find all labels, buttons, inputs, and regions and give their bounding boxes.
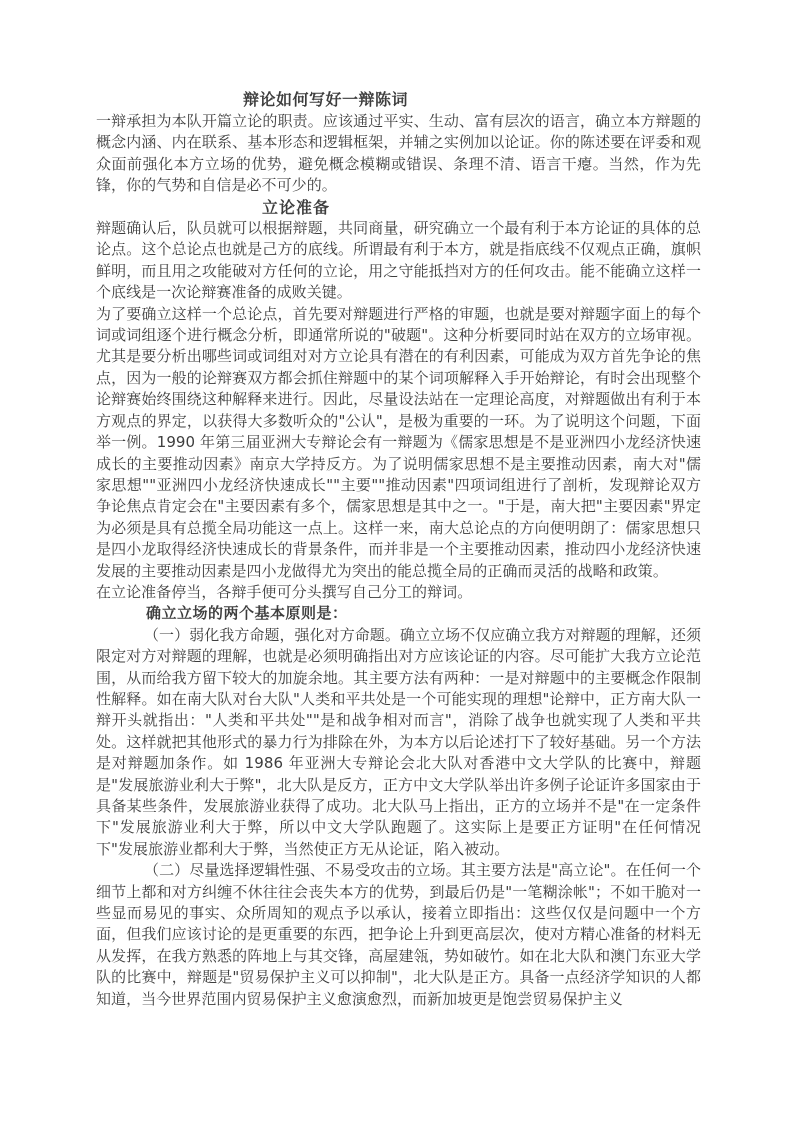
paragraph-intro: 一辩承担为本队开篇立论的职责。应该通过平实、生动、富有层次的语言，确立本方辩题的概念内涵、内在联系、基本形态和逻辑框架，并辅之实例加以论证。你的陈述要在评委和观众面前强化本方立场的优势，避免概念模糊或错误、条理不清、语言干瘪。当然，作为先锋，你的气势和自信是必不可少的。 xyxy=(96,112,701,195)
document-title: 辩论如何写好一辩陈词 xyxy=(243,90,409,109)
paragraph-principle-two: （二）尽量选择逻辑性强、不易受攻击的立场。其主要方法是"高立论"。在任何一个细节上都和对方纠缠不休往往会丧失本方的优势，到最后仍是"一笔糊涂帐"；不如干脆对一些显而易见的事实、众所周知的观点予以承认，接着立即指出：这些仅仅是问题中一个方面，但我们应该讨论的是更重要的东西，把争论上升到更高层次，使对方精心准备的材料无从发挥，在我方熟悉的阵地上与其交锋，高屋建瓴，势如破竹。如在北大队和澳门东亚大学队的比赛中，辩题是"贸易保护主义可以抑制"，北大队是正方。具备一点经济学知识的人都知道，当今世界范围内贸易保护主义愈演愈烈，而新加坡更是饱尝贸易保护主义 xyxy=(96,861,701,1008)
principles-heading: 确立立场的两个基本原则是： xyxy=(146,604,348,623)
paragraph-principle-one: （一）弱化我方命题，强化对方命题。确立立场不仅应确立我方对辩题的理解，还须限定对方对辩题的理解，也就是必须明确指出对方应该论证的内容。尽可能扩大我方立论范围，从而给我方留下较大的加旋余地。其主要方法有两种：一是对辩题中的主要概念作限制性解释。如在南大队对台大队"人类和平共处是一个可能实现的理想"论辩中，正方南大队一辩开头就指出："人类和平共处""是和战争相对而言"，消除了战争也就实现了人类和平共处。这样就把其他形式的暴力行为排除在外，为本方以后论述打下了较好基础。另一个方法是对辩题加条作。如 1986 年亚洲大专辩论会北大队对香港中文大学队的比赛中，辩题是"发展旅游业利大于弊"，北大队是反方，正方中文大学队举出许多例子论证许多国家由于具备某些条件，发展旅游业获得了成功。北大队马上指出，正方的立场并不是"在一定条件下"发展旅游业利大于弊，所以中文大学队跑题了。这实际上是要正方证明"在任何情况下"发展旅游业都利大于弊，当然使正方无从论证，陷入被动。 xyxy=(96,625,701,858)
paragraph-write-speech: 在立论准备停当，各辩手便可分头撰写自己分工的辩词。 xyxy=(96,582,473,601)
paragraph-topic-analysis: 为了要确立这样一个总论点，首先要对辩题进行严格的审题，也就是要对辩题字面上的每个词或词组逐个进行概念分析，即通常所说的"破题"。这种分析要同时站在双方的立场审视。尤其是要分析出哪些词或词组对对方立论具有潜在的有利因素，可能成为双方首先争论的焦点，因为一般的论辩赛双方都会抓住辩题中的某个词项解释入手开始辩论，有时会出现整个论辩赛始终围绕这种解释来进行。因此，尽量设法站在一定理论高度，对辩题做出有利于本方观点的界定，以获得大多数听众的"公认"，是极为重要的一环。为了说明这个问题，下面举一例。1990 年第三届亚洲大专辩论会有一辩题为《儒家思想是不是亚洲四小龙经济快速成长的主要推动因素》南京大学持反方。为了说明儒家思想不是主要推动因素，南大对"儒家思想""亚洲四小龙经济快速成长""主要""推动因素"四项词组进行了剖析，发现辩论双方争论焦点肯定会在"主要因素有多个，儒家思想是其中之一。"于是，南大把"主要因素"界定为必须是具有总揽全局功能这一点上。这样一来，南大总论点的方向便明朗了：儒家思想只是四小龙取得经济快速成长的背景条件，而并非是一个主要推动因素，推动四小龙经济快速发展的主要推动因素是四小龙做得尤为突出的能总揽全局的正确而灵活的战略和政策。 xyxy=(96,304,701,580)
section-heading-lilun-zhunbei: 立论准备 xyxy=(262,197,331,217)
paragraph-bottom-line: 辩题确认后，队员就可以根据辩题，共同商量，研究确立一个最有利于本方论证的具体的总论点。这个总论点也就是己方的底线。所谓最有利于本方，就是指底线不仅观点正确，旗帜鲜明，而且用之攻能破对方任何的立论，用之守能抵挡对方的任何攻击。能不能确立这样一个底线是一次论辩赛准备的成败关键。 xyxy=(96,219,701,302)
